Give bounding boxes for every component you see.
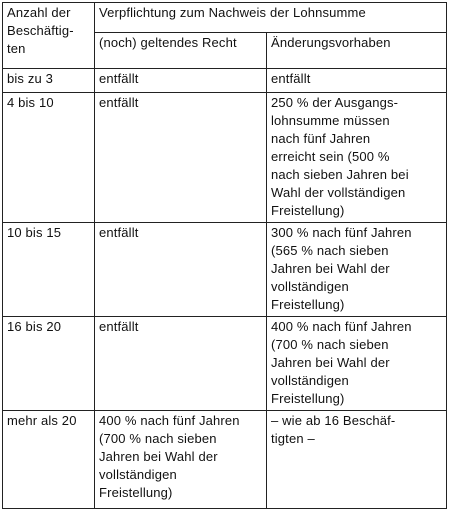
cell-current-law: entfällt [95, 93, 267, 223]
cell-proposal: 250 % der Ausgangs- lohnsumme müssen nach fünf Jahren erreicht sein (500 % nach sieben Jahren bei Wahl der vollständigen Freistellung) [267, 93, 447, 223]
cell-employees: bis zu 3 [3, 69, 95, 93]
table-row [3, 69, 447, 93]
table-row [3, 317, 447, 411]
header-payroll-obligation: Verpflichtung zum Nachweis der Lohnsumme [95, 3, 447, 33]
header-current-law: (noch) geltendes Recht [95, 33, 267, 69]
cell-current-law: 400 % nach fünf Jahren (700 % nach sieben Jahren bei Wahl der vollständigen Freistellung) [95, 411, 267, 509]
cell-employees: 10 bis 15 [3, 223, 95, 317]
cell-employees: 16 bis 20 [3, 317, 95, 411]
header-proposed-change: Änderungsvorhaben [267, 33, 447, 69]
table-row [3, 223, 447, 317]
table-header-row [3, 3, 447, 33]
payroll-obligation-table [2, 2, 447, 509]
cell-current-law: entfällt [95, 317, 267, 411]
table-row [3, 93, 447, 223]
table-row [3, 411, 447, 509]
cell-employees: 4 bis 10 [3, 93, 95, 223]
cell-proposal: 400 % nach fünf Jahren (700 % nach sieben Jahren bei Wahl der vollständigen Freistellung) [267, 317, 447, 411]
header-employees-count: Anzahl der Beschäftig- ten [3, 3, 95, 69]
cell-current-law: entfällt [95, 69, 267, 93]
cell-proposal: entfällt [267, 69, 447, 93]
cell-proposal: 300 % nach fünf Jahren (565 % nach sieben Jahren bei Wahl der vollständigen Freistellung) [267, 223, 447, 317]
cell-employees: mehr als 20 [3, 411, 95, 509]
cell-proposal: – wie ab 16 Beschäf- tigten – [267, 411, 447, 509]
cell-current-law: entfällt [95, 223, 267, 317]
